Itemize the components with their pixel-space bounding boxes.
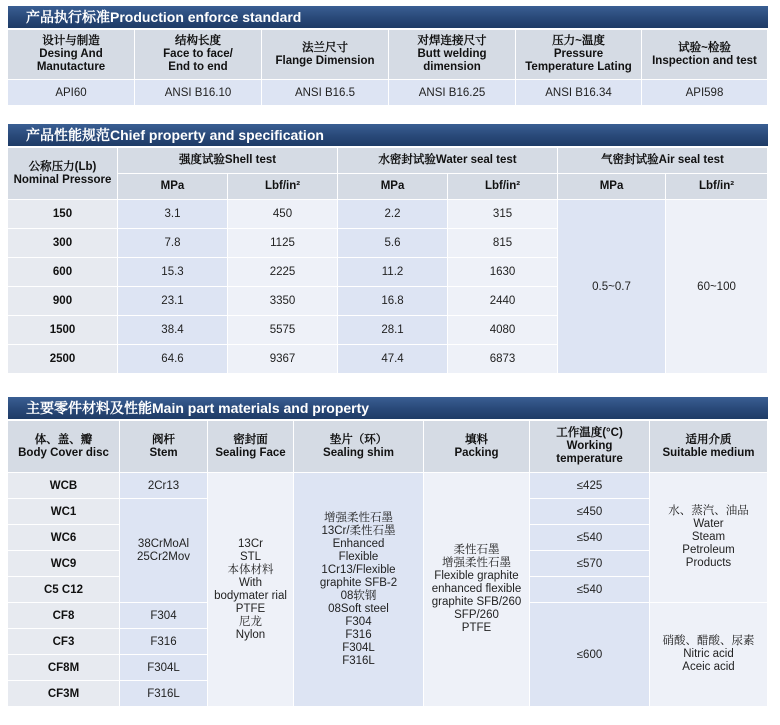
main-materials-table [8, 421, 768, 707]
pressure-class: 600 [8, 258, 118, 287]
sealing-face-materials: 13Cr STL 本体材料 With bodymater rial PTFE 尼龙 Nylon [208, 473, 294, 707]
shell-lbf: 3350 [228, 287, 338, 316]
suitable-medium-acid: 硝酸、醋酸、尿素 Nitric acid Aceic acid [650, 603, 768, 707]
shell-lbf: 450 [228, 200, 338, 229]
water-mpa: 2.2 [338, 200, 448, 229]
water-mpa: 28.1 [338, 316, 448, 345]
header-pressure-temp: 压力~温度 Pressure Temperature Lating [516, 30, 642, 80]
sealing-shim-materials: 增强柔性石墨 13Cr/柔性石墨 Enhanced Flexible 1Cr13/Flexible graphite SFB-2 08软钢 08Soft steel F304 F316 F304L F316L [294, 473, 424, 707]
air-lbf: 60~100 [666, 200, 768, 374]
body-material: CF8 [8, 603, 120, 629]
shell-lbf: 9367 [228, 345, 338, 374]
unit-mpa: MPa [558, 174, 666, 200]
header-sealing-shim: 垫片（环） Sealing shim [294, 421, 424, 473]
body-material: WC9 [8, 551, 120, 577]
air-mpa: 0.5~0.7 [558, 200, 666, 374]
header-working-temperature: 工作温度(°C) Working temperature [530, 421, 650, 473]
body-material: C5 C12 [8, 577, 120, 603]
pressure-class: 150 [8, 200, 118, 229]
working-temperature: ≤450 [530, 499, 650, 525]
header-sealing-face: 密封面 Sealing Face [208, 421, 294, 473]
body-material: WCB [8, 473, 120, 499]
water-mpa: 11.2 [338, 258, 448, 287]
standard-value: ANSI B16.10 [135, 80, 262, 106]
unit-mpa: MPa [118, 174, 228, 200]
working-temperature: ≤540 [530, 525, 650, 551]
water-lbf: 4080 [448, 316, 558, 345]
suitable-medium-general: 水、蒸汽、油品 Water Steam Petroleum Products [650, 473, 768, 603]
shell-mpa: 23.1 [118, 287, 228, 316]
header-nominal-pressure: 公称压力(Lb) Nominal Pressore [8, 148, 118, 200]
shell-mpa: 64.6 [118, 345, 228, 374]
water-mpa: 5.6 [338, 229, 448, 258]
body-material: WC1 [8, 499, 120, 525]
packing-materials: 柔性石墨 增强柔性石墨 Flexible graphite enhanced flexible graphite SFB/260 SFP/260 PTFE [424, 473, 530, 707]
body-material: CF3M [8, 681, 120, 707]
header-packing: 填料 Packing [424, 421, 530, 473]
section-header-chief-property [8, 124, 768, 146]
stem-material: F316 [120, 629, 208, 655]
shell-mpa: 3.1 [118, 200, 228, 229]
pressure-class: 300 [8, 229, 118, 258]
section-header-production-standard [8, 6, 768, 28]
working-temperature: ≤600 [530, 603, 650, 707]
water-lbf: 6873 [448, 345, 558, 374]
header-stem: 阀杆 Stem [120, 421, 208, 473]
header-air-seal-test: 气密封试验Air seal test [558, 148, 768, 174]
production-standard-table [8, 30, 768, 106]
table-row [8, 473, 768, 499]
header-shell-test: 强度试验Shell test [118, 148, 338, 174]
standard-value: API598 [642, 80, 768, 106]
working-temperature: ≤425 [530, 473, 650, 499]
shell-lbf: 5575 [228, 316, 338, 345]
stem-material: F304 [120, 603, 208, 629]
unit-lbf: Lbf/in² [666, 174, 768, 200]
standard-value: ANSI B16.25 [389, 80, 516, 106]
stem-material: 2Cr13 [120, 473, 208, 499]
header-face-to-face: 结构长度 Face to face/ End to end [135, 30, 262, 80]
water-lbf: 315 [448, 200, 558, 229]
chief-property-table [8, 148, 768, 374]
section-header-main-materials [8, 397, 768, 419]
header-inspection: 试验~检验 Inspection and test [642, 30, 768, 80]
stem-material: F304L [120, 655, 208, 681]
header-flange: 法兰尺寸 Flange Dimension [262, 30, 389, 80]
section-title: 产品执行标准Production enforce standard [26, 9, 302, 25]
pressure-class: 2500 [8, 345, 118, 374]
standard-value: ANSI B16.5 [262, 80, 389, 106]
water-lbf: 2440 [448, 287, 558, 316]
header-design: 设计与制造 Desing And Manutacture [8, 30, 135, 80]
pressure-class: 1500 [8, 316, 118, 345]
stem-material-alloy: 38CrMoAl 25Cr2Mov [120, 499, 208, 603]
water-mpa: 47.4 [338, 345, 448, 374]
standard-value: API60 [8, 80, 135, 106]
water-mpa: 16.8 [338, 287, 448, 316]
shell-lbf: 1125 [228, 229, 338, 258]
table-row [8, 200, 768, 229]
shell-mpa: 38.4 [118, 316, 228, 345]
section-title: 主要零件材料及性能Main part materials and property [26, 400, 370, 416]
unit-lbf: Lbf/in² [448, 174, 558, 200]
unit-lbf: Lbf/in² [228, 174, 338, 200]
shell-lbf: 2225 [228, 258, 338, 287]
standard-value: ANSI B16.34 [516, 80, 642, 106]
section-title: 产品性能规范Chief property and specification [26, 127, 324, 143]
shell-mpa: 7.8 [118, 229, 228, 258]
header-water-seal-test: 水密封试验Water seal test [338, 148, 558, 174]
header-body: 体、盖、瓣 Body Cover disc [8, 421, 120, 473]
body-material: WC6 [8, 525, 120, 551]
water-lbf: 815 [448, 229, 558, 258]
header-butt-welding: 对焊连接尺寸 Butt welding dimension [389, 30, 516, 80]
working-temperature: ≤570 [530, 551, 650, 577]
water-lbf: 1630 [448, 258, 558, 287]
body-material: CF3 [8, 629, 120, 655]
body-material: CF8M [8, 655, 120, 681]
working-temperature: ≤540 [530, 577, 650, 603]
shell-mpa: 15.3 [118, 258, 228, 287]
unit-mpa: MPa [338, 174, 448, 200]
stem-material: F316L [120, 681, 208, 707]
header-suitable-medium: 适用介质 Suitable medium [650, 421, 768, 473]
pressure-class: 900 [8, 287, 118, 316]
